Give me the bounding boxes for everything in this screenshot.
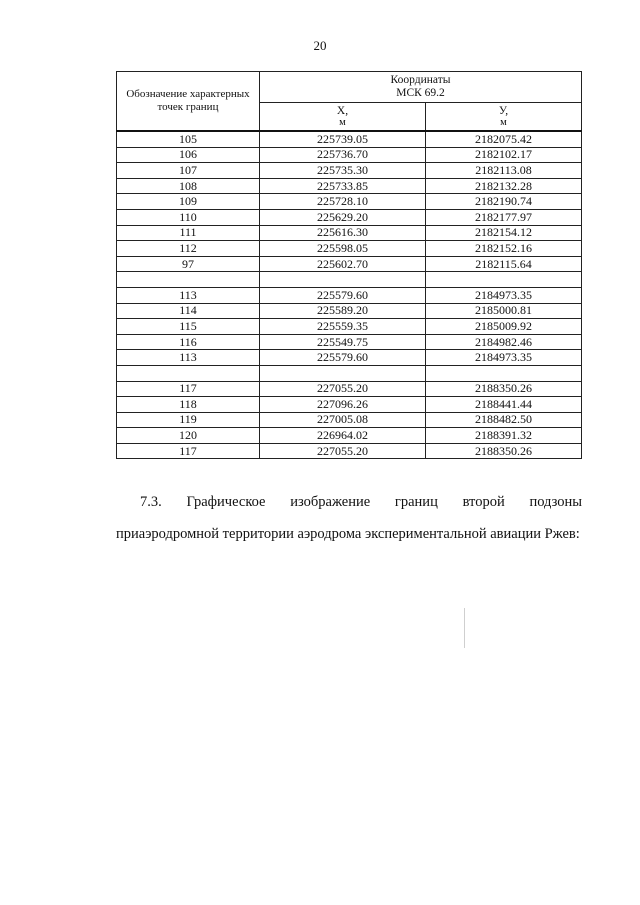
x-cell: 225579.60 xyxy=(260,350,426,366)
page-number: 20 xyxy=(313,38,327,53)
table-row xyxy=(117,334,582,350)
point-cell: 119 xyxy=(117,412,260,428)
x-cell: 225736.70 xyxy=(260,147,426,163)
point-cell: 112 xyxy=(117,241,260,257)
y-cell: 2182177.97 xyxy=(426,209,582,225)
point-cell: 117 xyxy=(117,443,260,459)
y-cell: 2188482.50 xyxy=(426,412,582,428)
x-cell xyxy=(260,272,426,288)
table-row xyxy=(117,303,582,319)
x-cell: 225602.70 xyxy=(260,256,426,272)
y-cell: 2182102.17 xyxy=(426,147,582,163)
y-cell: 2182075.42 xyxy=(426,131,582,147)
y-cell: 2182132.28 xyxy=(426,178,582,194)
x-cell: 227055.20 xyxy=(260,443,426,459)
y-cell: 2188441.44 xyxy=(426,397,582,413)
table-row xyxy=(117,365,582,381)
x-cell: 225579.60 xyxy=(260,287,426,303)
y-cell: 2185000.81 xyxy=(426,303,582,319)
point-cell: 113 xyxy=(117,350,260,366)
table-row xyxy=(117,131,582,147)
y-header-unit: м xyxy=(500,116,507,128)
x-header xyxy=(260,103,426,132)
y-cell: 2182115.64 xyxy=(426,256,582,272)
table-row xyxy=(117,147,582,163)
point-cell: 108 xyxy=(117,178,260,194)
table-row xyxy=(117,428,582,444)
table-row xyxy=(117,163,582,179)
x-cell: 227096.26 xyxy=(260,397,426,413)
x-header-label: X, xyxy=(336,104,349,117)
table-row xyxy=(117,272,582,288)
table-row xyxy=(117,194,582,210)
y-header-label: У, xyxy=(498,104,509,117)
x-cell: 227055.20 xyxy=(260,381,426,397)
x-cell: 225598.05 xyxy=(260,241,426,257)
x-cell: 225559.35 xyxy=(260,319,426,335)
x-cell xyxy=(260,365,426,381)
point-cell: 107 xyxy=(117,163,260,179)
point-cell: 116 xyxy=(117,334,260,350)
y-cell: 2182154.12 xyxy=(426,225,582,241)
x-cell: 225739.05 xyxy=(260,131,426,147)
y-cell xyxy=(426,272,582,288)
point-cell: 114 xyxy=(117,303,260,319)
coordinates-header-line1: Координаты xyxy=(390,74,451,86)
table-row xyxy=(117,319,582,335)
x-cell: 225589.20 xyxy=(260,303,426,319)
y-cell: 2188391.32 xyxy=(426,428,582,444)
x-cell: 225728.10 xyxy=(260,194,426,210)
x-cell: 225629.20 xyxy=(260,209,426,225)
y-cell: 2182113.08 xyxy=(426,163,582,179)
table-row xyxy=(117,256,582,272)
coordinates-table xyxy=(116,71,582,459)
x-cell: 225733.85 xyxy=(260,178,426,194)
table-row xyxy=(117,178,582,194)
table-row xyxy=(117,225,582,241)
point-cell: 106 xyxy=(117,147,260,163)
y-cell: 2184982.46 xyxy=(426,334,582,350)
point-cell: 120 xyxy=(117,428,260,444)
point-cell: 113 xyxy=(117,287,260,303)
x-header-unit: м xyxy=(339,116,346,128)
table-body xyxy=(117,131,582,459)
x-cell: 225616.30 xyxy=(260,225,426,241)
y-cell: 2182190.74 xyxy=(426,194,582,210)
table-row xyxy=(117,397,582,413)
point-cell: 109 xyxy=(117,194,260,210)
y-cell: 2188350.26 xyxy=(426,381,582,397)
y-cell: 2185009.92 xyxy=(426,319,582,335)
table-row xyxy=(117,287,582,303)
coordinates-header-line2: МСК 69.2 xyxy=(396,87,445,99)
section-paragraph: 7.3. Графическое изображение границ второй подзоны приаэродромной территории аэродрома экспериментальной авиации Ржев: xyxy=(116,494,582,542)
point-cell: 111 xyxy=(117,225,260,241)
table-row xyxy=(117,381,582,397)
x-cell: 227005.08 xyxy=(260,412,426,428)
point-cell: 118 xyxy=(117,397,260,413)
table-row xyxy=(117,412,582,428)
y-cell: 2184973.35 xyxy=(426,287,582,303)
y-cell: 2184973.35 xyxy=(426,350,582,366)
x-cell: 225549.75 xyxy=(260,334,426,350)
point-cell: 110 xyxy=(117,209,260,225)
x-cell: 225735.30 xyxy=(260,163,426,179)
x-cell: 226964.02 xyxy=(260,428,426,444)
table-row xyxy=(117,350,582,366)
point-cell: 117 xyxy=(117,381,260,397)
y-header xyxy=(426,103,582,132)
point-header: Обозначение характерных точек границ xyxy=(117,72,260,132)
table-row xyxy=(117,443,582,459)
y-cell xyxy=(426,365,582,381)
point-cell: 115 xyxy=(117,319,260,335)
point-cell: 105 xyxy=(117,131,260,147)
coordinates-header xyxy=(260,72,582,103)
point-cell xyxy=(117,365,260,381)
point-cell: 97 xyxy=(117,256,260,272)
y-cell: 2182152.16 xyxy=(426,241,582,257)
point-cell xyxy=(117,272,260,288)
y-cell: 2188350.26 xyxy=(426,443,582,459)
scan-artifact-line xyxy=(464,608,465,648)
table-row xyxy=(117,209,582,225)
table-row xyxy=(117,241,582,257)
